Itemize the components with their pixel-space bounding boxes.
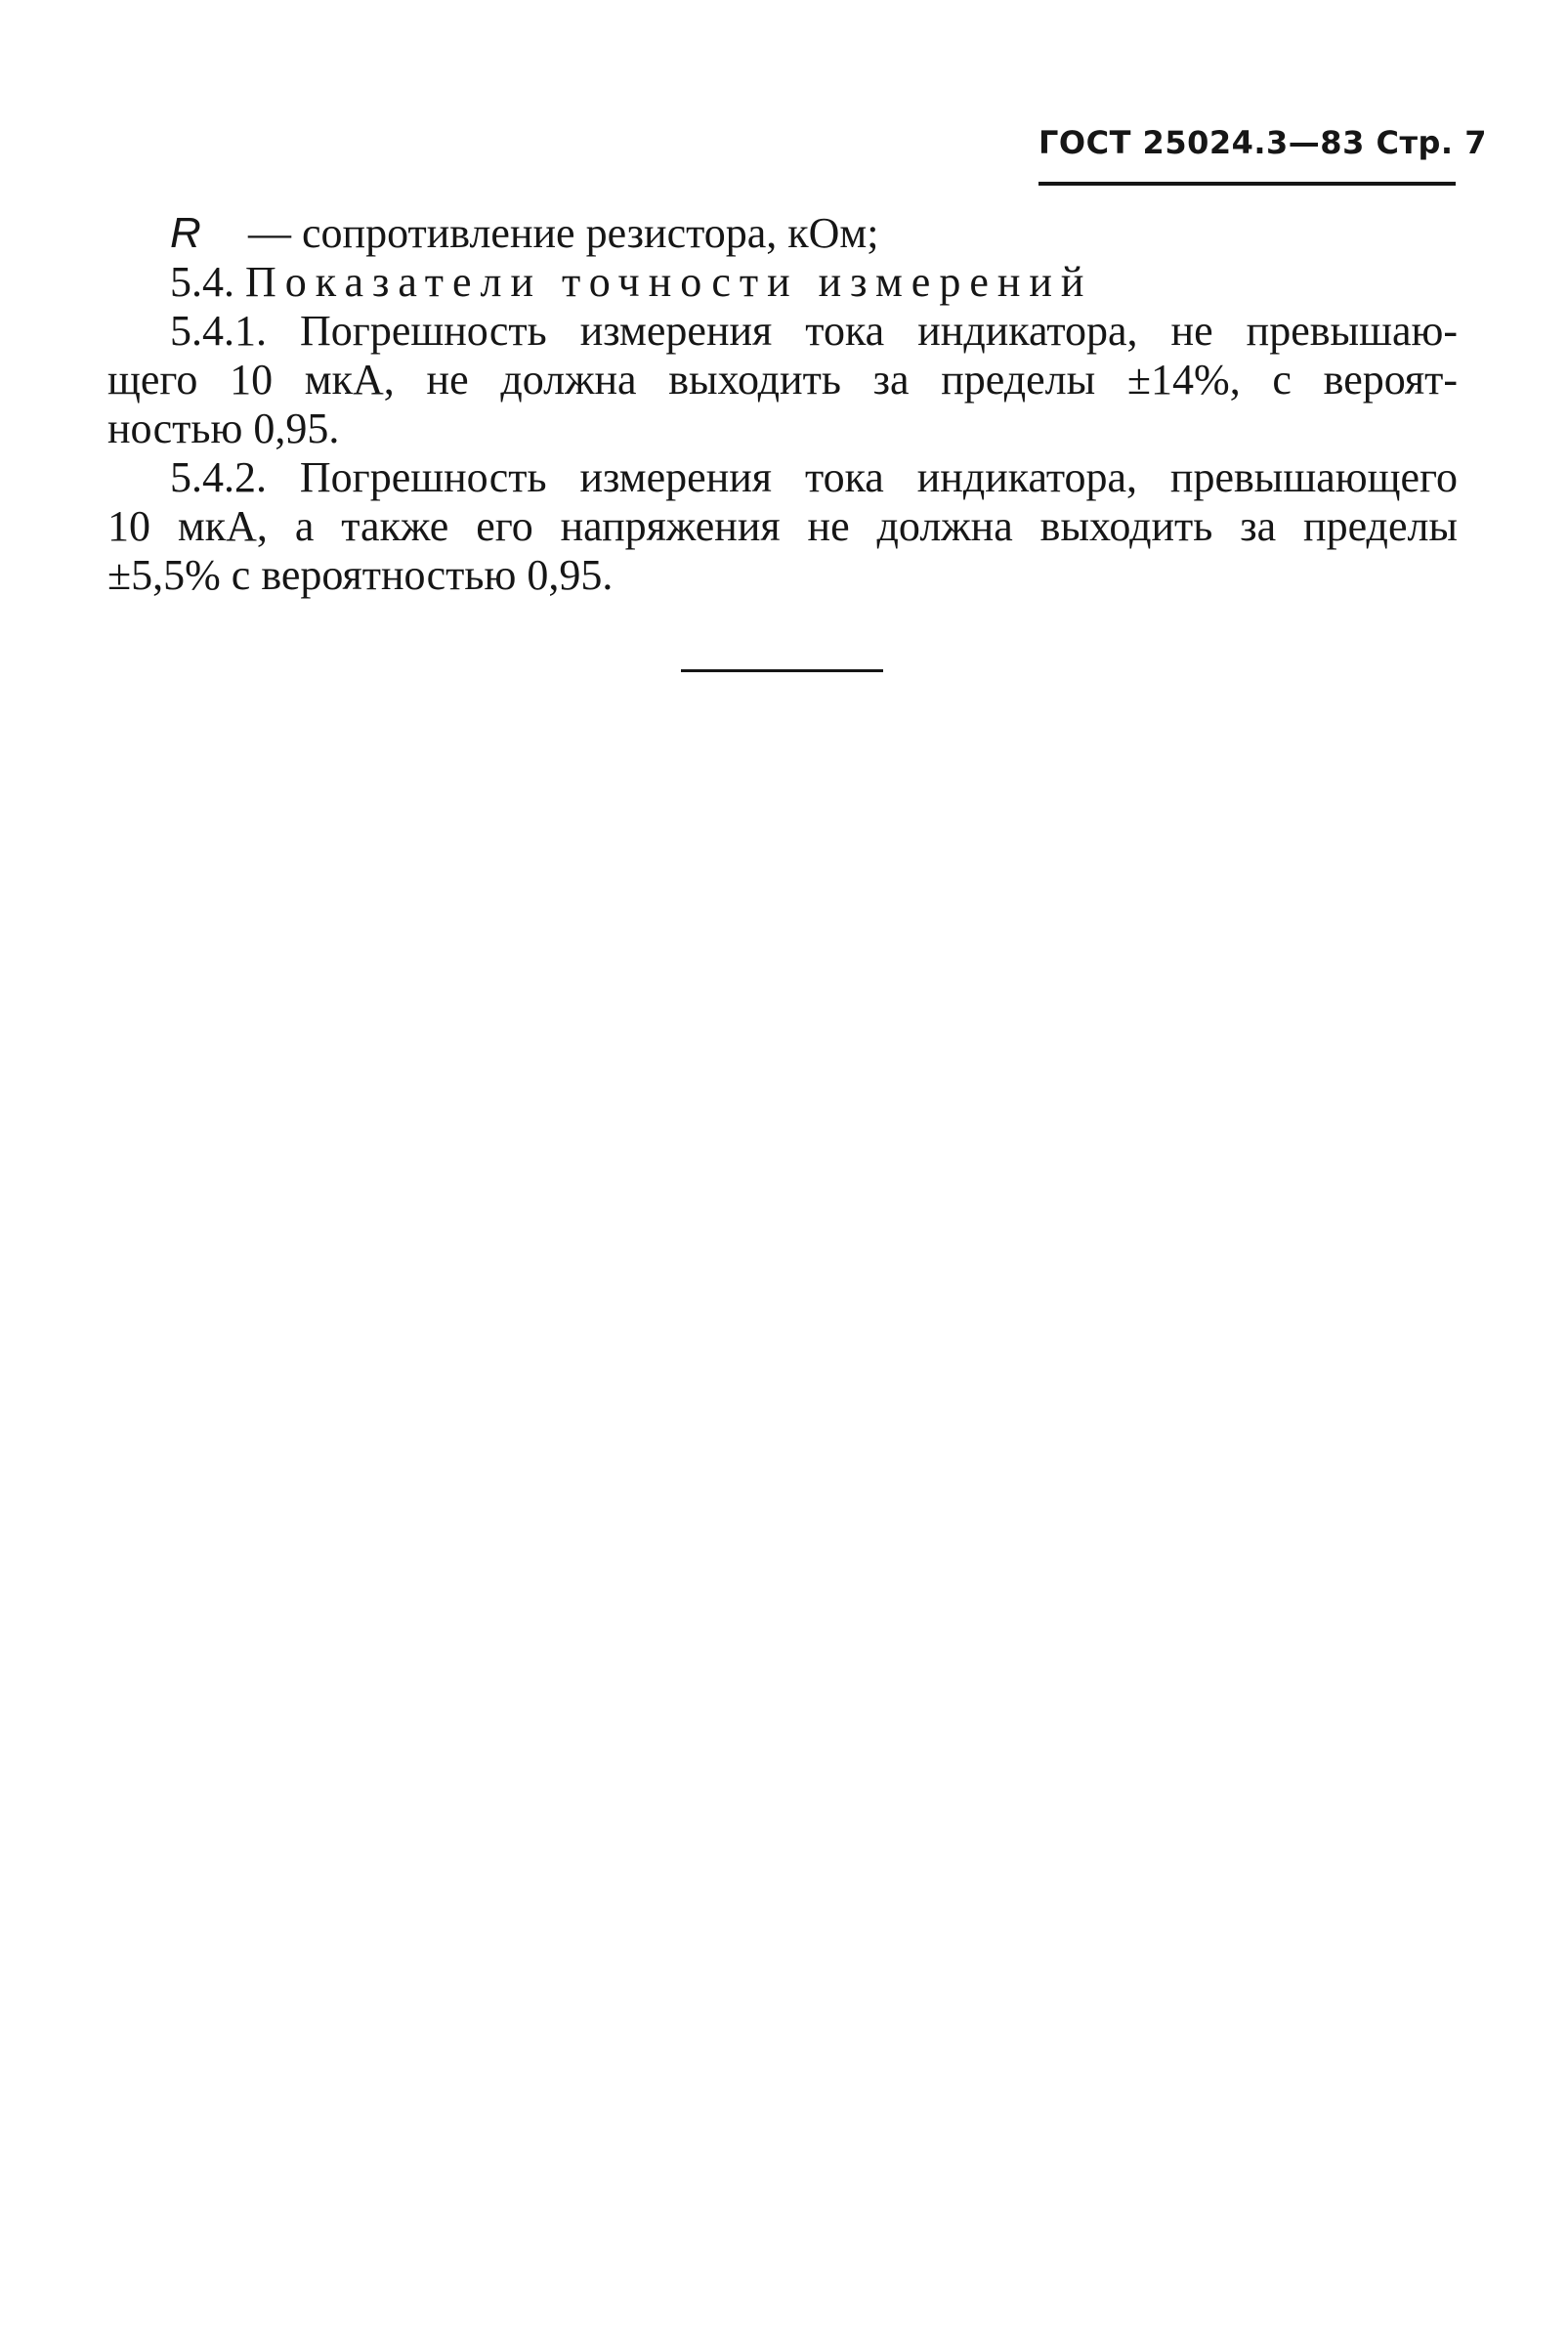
paragraph-5-4-1-line-3: ностью 0,95. — [107, 404, 340, 452]
header-rule — [1038, 182, 1456, 186]
resistance-definition: — сопротивление резистора, кОм; — [248, 209, 879, 257]
section-number: 5.4. — [170, 258, 234, 306]
symbol-definition — [107, 209, 1458, 258]
paragraph-5-4-2-line-3: ±5,5% с вероятностью 0,95. — [107, 551, 614, 599]
document-body — [107, 209, 1458, 600]
end-of-text-rule — [681, 669, 883, 672]
paragraph-5-4-1-line-2: щего 10 мкА, не должна выходить за пределы ±14%, с вероят- — [107, 356, 1458, 404]
paragraph-5-4-2-line-1: 5.4.2. Погрешность измерения тока индикатора, превышающего — [170, 453, 1458, 501]
paragraph-5-4-1-line-1: 5.4.1. Погрешность измерения тока индикатора, не превышаю- — [170, 307, 1458, 355]
paragraph-5-4-2-line-2: 10 мкА, а также его напряжения не должна выходить за пределы — [107, 502, 1458, 550]
section-title: Показатели точности измерений — [245, 258, 1093, 306]
page-header: ГОСТ 25024.3—83 Стр. 7 — [1038, 124, 1487, 161]
resistance-symbol: R — [170, 209, 201, 257]
section-heading — [107, 258, 1458, 307]
